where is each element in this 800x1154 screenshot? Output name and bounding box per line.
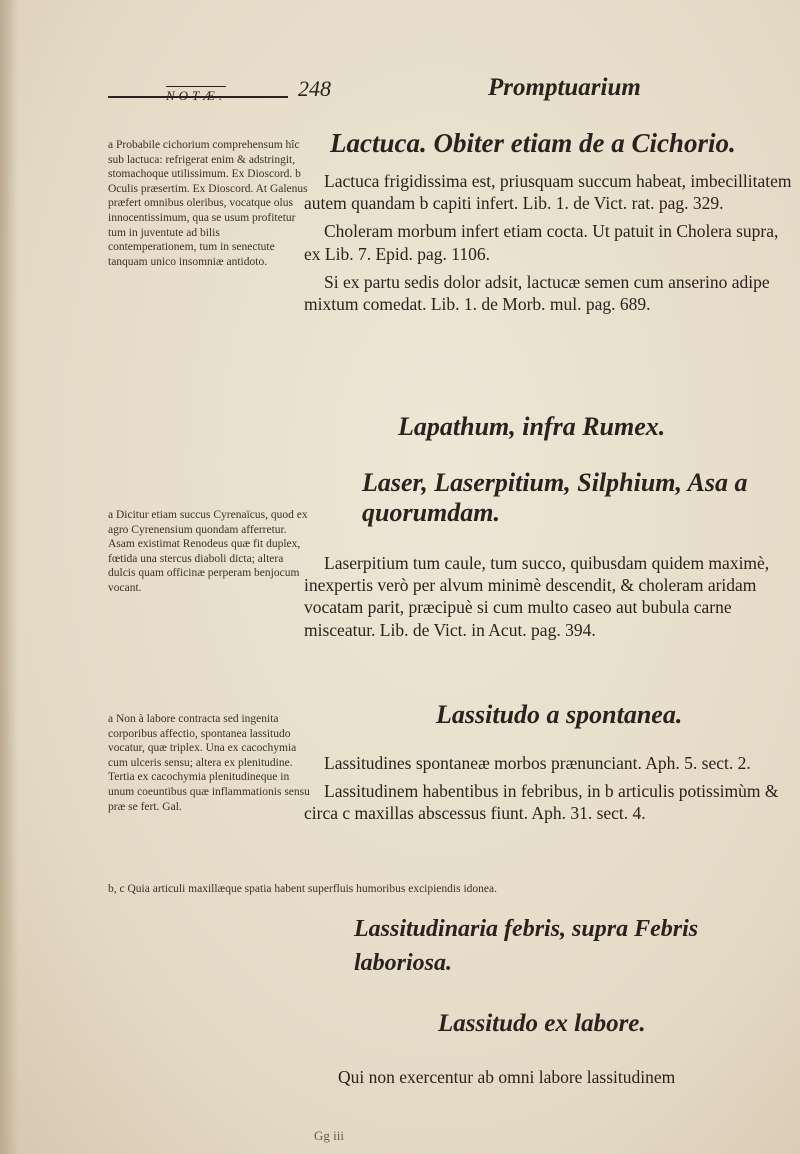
margin-note-text: a Dicitur etiam succus Cyrenaïcus, quod ex agro Cyrenensium quondam afferretur. Asam existimat Renodeus quæ fit duplex, fœtida una stercus diaboli dicta; altera dulcis quam officinæ perperam benjocum vocant. <box>108 509 308 594</box>
entry-heading-lapathum: Lapathum, infra Rumex. <box>398 412 666 441</box>
paragraph: Lactuca frigidissima est, priusquam succum habeat, imbecillitatem autem quandam b capiti infert. Lib. 1. de Vict. rat. pag. 329. <box>304 171 792 214</box>
paragraph: Lassitudines spontaneæ morbos prænunciant. Aph. 5. sect. 2. <box>324 753 751 773</box>
entry-body-lactuca <box>304 170 792 315</box>
running-title: Promptuarium <box>488 74 641 101</box>
entry-body-lassitudo <box>304 752 792 825</box>
margin-note-cichorium <box>108 138 310 269</box>
entry-heading-febris: Lassitudinaria febris, supra Febris laboriosa. <box>354 916 699 976</box>
page-gutter-shadow <box>0 0 18 1154</box>
paragraph: Si ex partu sedis dolor adsit, lactucæ semen cum anserino adipe mixtum comedat. Lib. 1. de Morb. mul. pag. 689. <box>304 271 770 315</box>
entry-heading-lassitudo: Lassitudo a spontanea. <box>436 700 683 729</box>
entry-body-labore: Qui non exercentur ab omni labore lassitudinem <box>338 1067 676 1087</box>
paragraph: Choleram morbum infert etiam cocta. Ut patuit in Cholera supra, ex Lib. 7. Epid. pag. 1106. <box>304 221 779 264</box>
footnote-bc: b, c Quia articuli maxillæque spatia habent superfluis humoribus excipiendis idonea. <box>108 883 497 895</box>
entry-heading-laser: Laser, Laserpitium, Silphium, Asa a quorumdam. <box>362 468 748 527</box>
header-notae: NOTÆ. <box>166 88 227 103</box>
paragraph: Lassitudinem habentibus in febribus, in b articulis potissimùm & circa c maxillas abscessus fiunt. Aph. 31. sect. 4. <box>304 781 779 824</box>
signature-mark: Gg iii <box>314 1128 344 1143</box>
margin-note-text: a Probabile cichorium comprehensum hîc sub lactuca: refrigerat enim & adstringit, stomachoque utilissimum. Ex Dioscord. b Oculis præsertim. Ex Dioscord. At Galenus præfert omnibus oleribus, vocatque olus innocentissimum, qua se usum profitetur tum in juventute ad bilis contemperationem, tum in senectute tanquam unico insomniæ antidoto. <box>108 139 308 268</box>
entry-heading-labore: Lassitudo ex labore. <box>438 1010 646 1037</box>
page-number: 248 <box>298 76 331 101</box>
entry-body-laser <box>304 552 792 641</box>
margin-note-asa <box>108 508 310 596</box>
margin-note-text: a Non à labore contracta sed ingenita corporibus affectio, spontanea lassitudo vocatur, quæ triplex. Una ex cacochymia cum ulceris sensu; altera ex plenitudine. Tertia ex cacochymia plenitudineque in unum coeuntibus quæ inflammationis sensu præ se fert. Gal. <box>108 713 310 813</box>
paragraph: Laserpitium tum caule, tum succo, quibusdam quidem maximè, inexpertis verò per alvum minimè descendit, & choleram aridam vocatam parit, præcipuè si cum multo caseo aut bubula carne misceatur. Lib. de Vict. in Acut. pag. 394. <box>304 553 770 640</box>
entry-heading-lactuca: Lactuca. Obiter etiam de a Cichorio. <box>330 128 736 158</box>
margin-note-lassitudo <box>108 712 310 814</box>
